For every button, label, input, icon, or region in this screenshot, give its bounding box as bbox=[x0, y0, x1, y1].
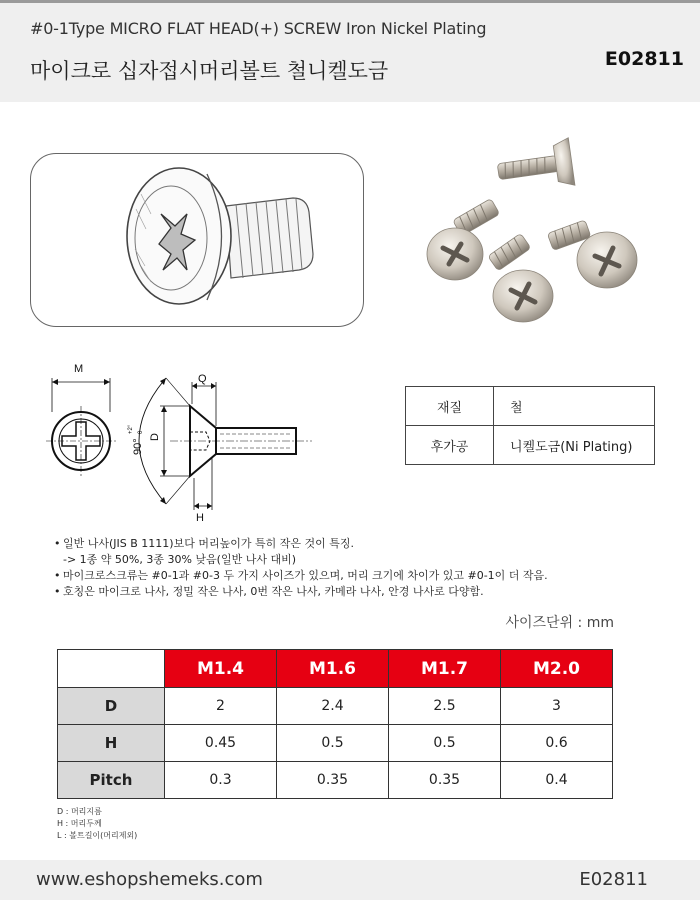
spec-row-material bbox=[406, 387, 655, 426]
table-cell: 2 bbox=[165, 688, 277, 725]
note-item: • 마이크로스크류는 #0-1과 #0-3 두 가지 사이즈가 있으며, 머리 크기에 차이가 있고 #0-1이 더 작음. bbox=[57, 568, 548, 584]
column-header: M2.0 bbox=[501, 650, 613, 688]
table-cell: 0.45 bbox=[165, 725, 277, 762]
spec-value: 니켈도금(Ni Plating) bbox=[494, 426, 655, 465]
table-cell: 0.5 bbox=[277, 725, 389, 762]
row-header: Pitch bbox=[58, 762, 165, 799]
page-footer bbox=[0, 860, 700, 900]
table-cell: 2.5 bbox=[389, 688, 501, 725]
note-item: • 일반 나사(JIS B 1111)보다 머리높이가 특히 작은 것이 특징. bbox=[57, 536, 548, 552]
dimension-diagram bbox=[40, 360, 320, 530]
table-cell: 0.4 bbox=[501, 762, 613, 799]
note-subitem: -> 1종 약 50%, 3종 30% 낮음(일반 나사 대비) bbox=[63, 553, 297, 566]
table-row bbox=[58, 762, 613, 799]
label-m: M bbox=[74, 363, 84, 375]
table-cell: 0.6 bbox=[501, 725, 613, 762]
product-title-en: #0-1Type MICRO FLAT HEAD(+) SCREW Iron Nickel Plating bbox=[30, 19, 487, 38]
label-h: H bbox=[196, 512, 204, 524]
screw-sketch-illustration bbox=[31, 154, 364, 327]
dimension-drawing bbox=[40, 360, 320, 530]
legend-l: L : 볼트길이(머리제외) bbox=[57, 831, 138, 840]
table-row bbox=[58, 725, 613, 762]
legend-d: D : 머리지름 bbox=[57, 807, 102, 816]
table-cell: 0.3 bbox=[165, 762, 277, 799]
legend-h: H : 머리두께 bbox=[57, 819, 102, 828]
feature-notes bbox=[57, 536, 548, 600]
label-angle-tol-upper: +2° bbox=[128, 424, 134, 434]
spec-row-finish bbox=[406, 426, 655, 465]
footer-product-code: E02811 bbox=[579, 869, 648, 890]
column-header: M1.7 bbox=[389, 650, 501, 688]
table-row bbox=[58, 688, 613, 725]
size-table-header bbox=[58, 650, 613, 688]
spec-value: 철 bbox=[494, 387, 655, 426]
label-q: Q bbox=[198, 373, 207, 385]
label-angle: 90° bbox=[132, 438, 144, 455]
column-header: M1.6 bbox=[277, 650, 389, 688]
table-cell: 0.35 bbox=[277, 762, 389, 799]
size-table bbox=[57, 649, 613, 799]
column-header: M1.4 bbox=[165, 650, 277, 688]
product-code: E02811 bbox=[604, 48, 684, 70]
screw-product-photo bbox=[405, 130, 665, 340]
page-header bbox=[0, 3, 700, 102]
size-unit-label: 사이즈단위 : mm bbox=[505, 615, 614, 631]
screw-photo-illustration bbox=[405, 130, 665, 340]
table-cell: 2.4 bbox=[277, 688, 389, 725]
screw-sketch-frame bbox=[30, 153, 364, 327]
label-angle-tol-lower: 0 bbox=[138, 430, 144, 434]
dimension-legend bbox=[57, 806, 137, 842]
product-title-ko: 마이크로 십자접시머리볼트 철니켈도금 bbox=[30, 59, 389, 83]
table-cell: 0.5 bbox=[389, 725, 501, 762]
row-header: H bbox=[58, 725, 165, 762]
spec-key: 재질 bbox=[406, 387, 494, 426]
table-cell: 0.35 bbox=[389, 762, 501, 799]
header-blank-cell bbox=[58, 650, 165, 688]
note-item: • 호칭은 마이크로 나사, 정밀 작은 나사, 0번 작은 나사, 카메라 나사, 안경 나사로 다양함. bbox=[57, 584, 548, 600]
label-d: D bbox=[149, 433, 161, 441]
spec-key: 후가공 bbox=[406, 426, 494, 465]
table-cell: 3 bbox=[501, 688, 613, 725]
row-header: D bbox=[58, 688, 165, 725]
shop-url-link[interactable]: www.eshopshemeks.com bbox=[36, 869, 263, 890]
material-spec-table bbox=[405, 386, 655, 465]
